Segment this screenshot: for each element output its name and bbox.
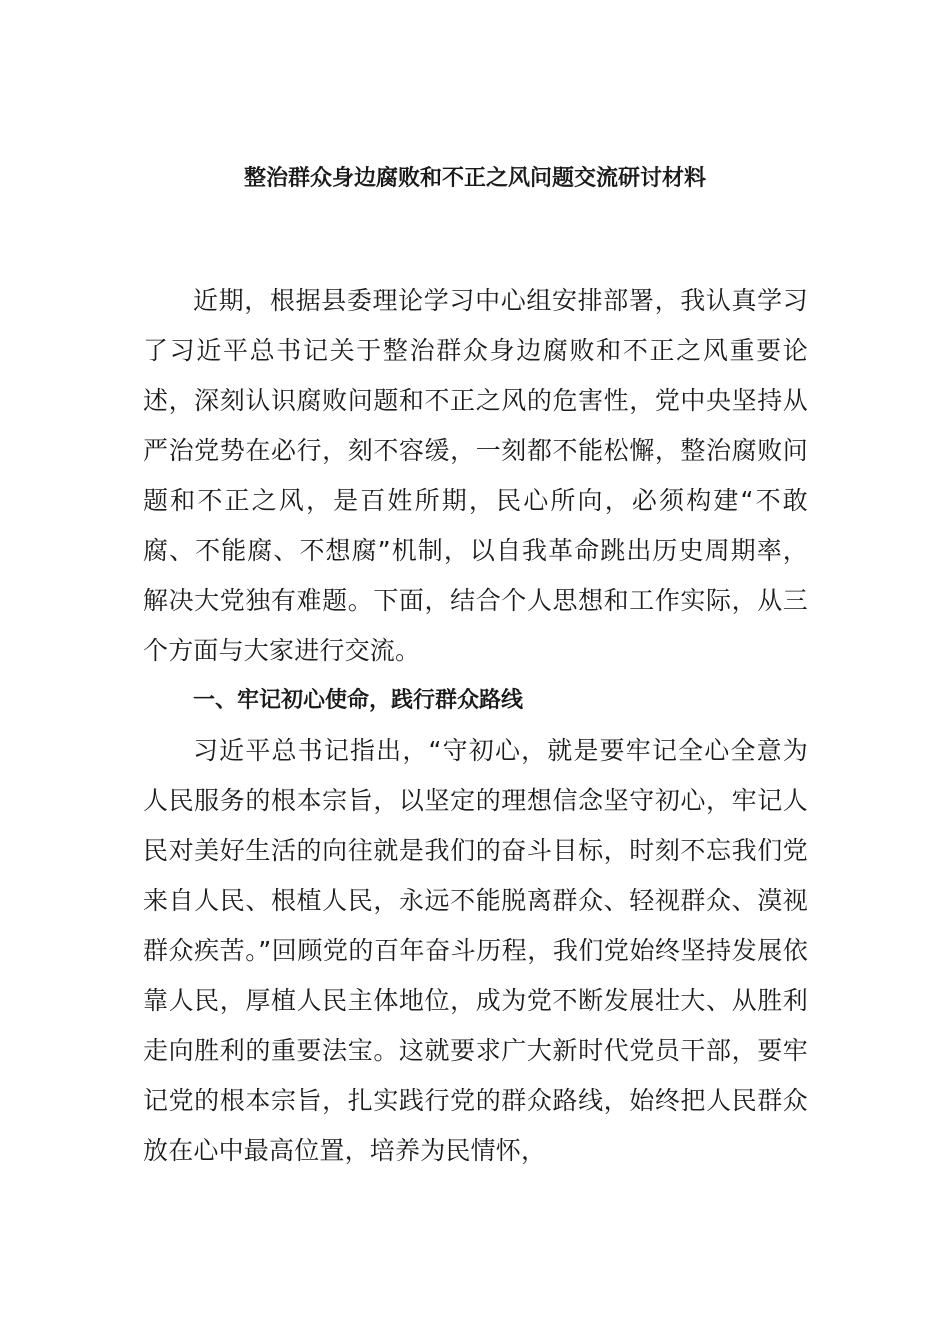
section-paragraph: 习近平总书记指出，“守初心，就是要牢记全心全意为人民服务的根本宗旨，以坚定的理想信念坚守初心，牢记人民对美好生活的向往就是我们的奋斗目标，时刻不忘我们党来自人民、根植人民，永远不能脱离群众、轻视群众、漠视群众疾苦。”回顾党的百年奋斗历程，我们党始终坚持发展依靠人民，厚植人民主体地位，成为党不断发展壮大、从胜利走向胜利的重要法宝。这就要求广大新时代党员干部，要牢记党的根本宗旨，扎实践行党的群众路线，始终把人民群众放在心中最高位置，培养为民情怀， <box>143 736 808 1165</box>
section-heading: 一、牢记初心使命，践行群众路线 <box>193 688 524 713</box>
document-body <box>143 276 808 1176</box>
document-title: 整治群众身边腐败和不正之风问题交流研讨材料 <box>243 166 706 191</box>
intro-paragraph: 近期，根据县委理论学习中心组安排部署，我认真学习了习近平总书记关于整治群众身边腐败和不正之风重要论述，深刻认识腐败问题和不正之风的危害性，党中央坚持从严治党势在必行，刻不容缓，一刻都不能松懈，整治腐败问题和不正之风，是百姓所期，民心所向，必须构建“不敢腐、不能腐、不想腐”机制，以自我革命跳出历史周期率，解决大党独有难题。下面，结合个人思想和工作实际，从三个方面与大家进行交流。 <box>143 286 808 665</box>
